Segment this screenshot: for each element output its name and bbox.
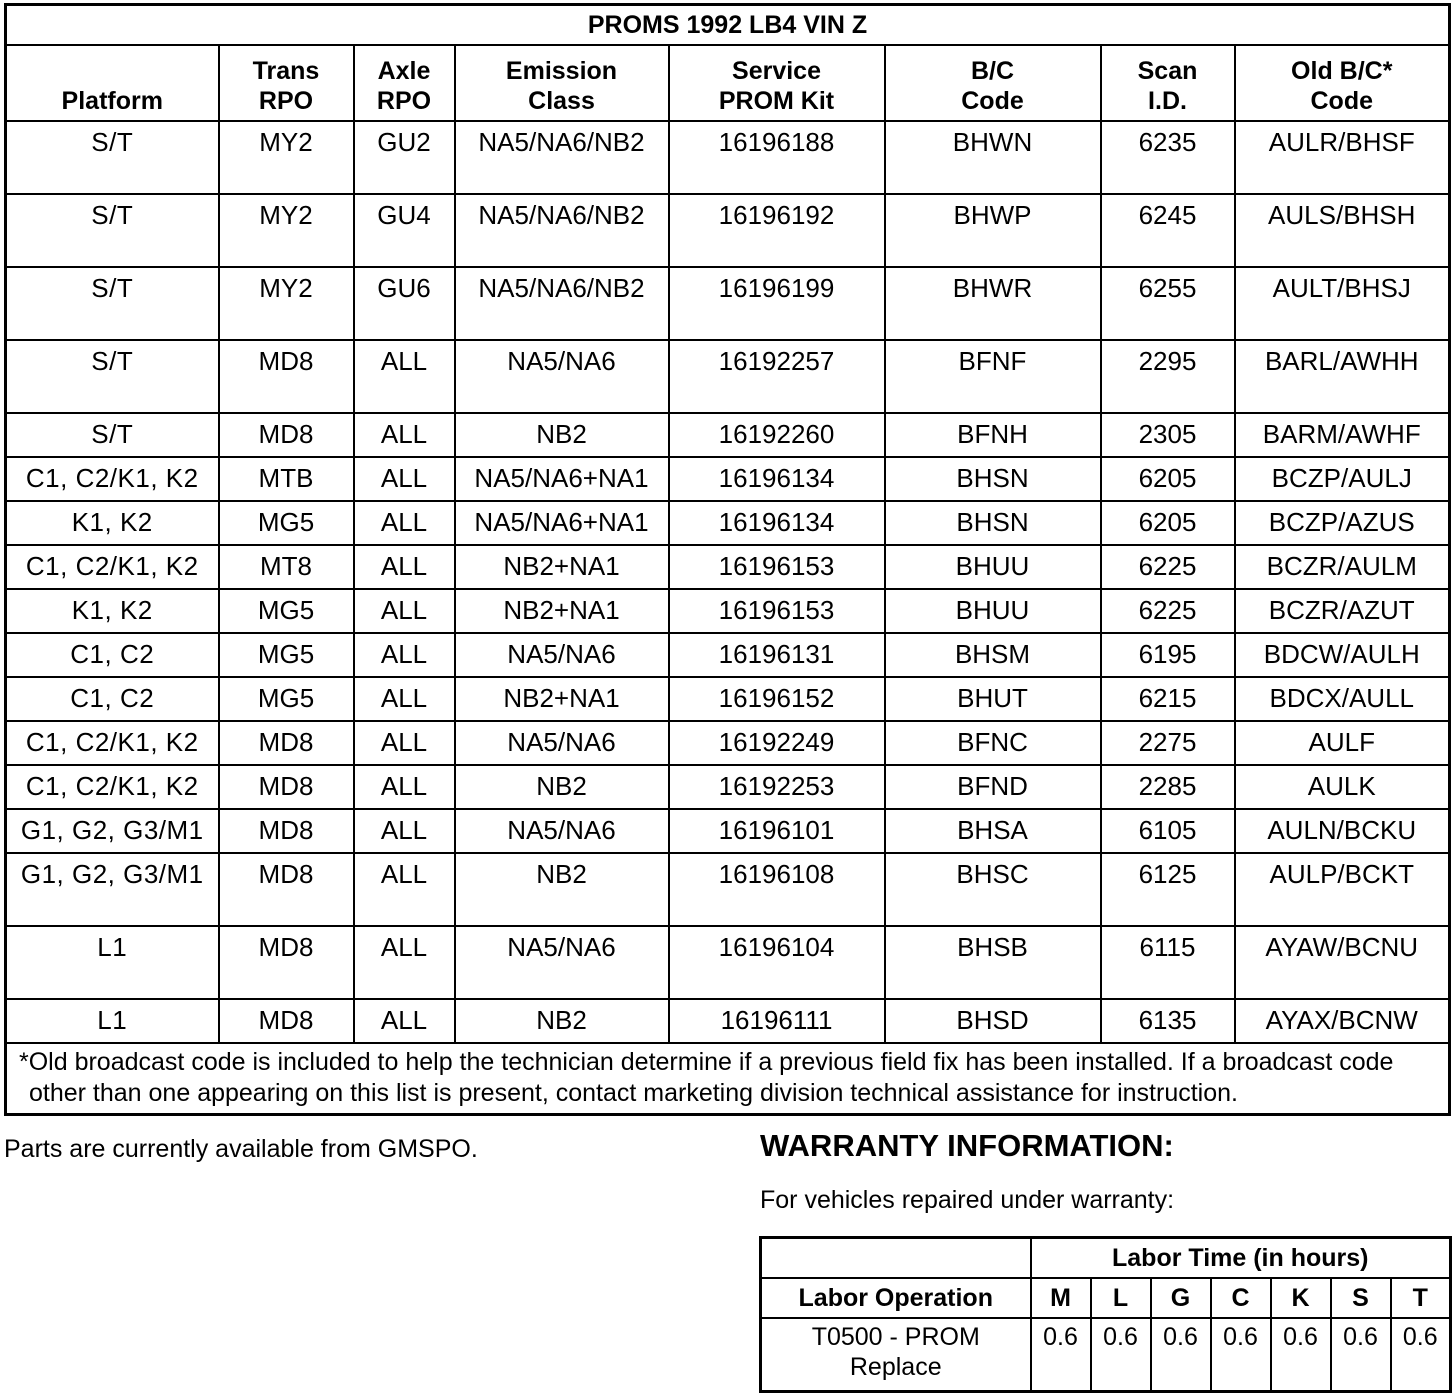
table-cell: BFNC — [885, 721, 1101, 765]
table-cell: 16196153 — [669, 589, 885, 633]
table-cell: S/T — [6, 267, 219, 340]
blank-corner-cell — [761, 1238, 1031, 1279]
table-cell: NB2+NA1 — [455, 677, 669, 721]
table-cell: BARL/AWHH — [1235, 340, 1450, 413]
table-cell: MT8 — [219, 545, 354, 589]
table-cell: 16196192 — [669, 194, 885, 267]
table-cell: MD8 — [219, 926, 354, 999]
table-cell: BHWN — [885, 121, 1101, 194]
table-cell: ALL — [354, 926, 455, 999]
column-header-line2: Code — [1310, 87, 1373, 115]
table-cell: 6235 — [1101, 121, 1235, 194]
labor-column-header: S — [1331, 1278, 1391, 1318]
footnote-text: *Old broadcast code is included to help the technician determine if a previous field fix has been installed. If a broadcast code other than one appearing on this list is present, contact marketing division technical assistance for instruction. — [19, 1048, 1394, 1107]
table-cell: C1, C2/K1, K2 — [6, 545, 219, 589]
table-cell: C1, C2/K1, K2 — [6, 721, 219, 765]
table-cell: MY2 — [219, 194, 354, 267]
column-header — [6, 45, 219, 121]
table-cell: 6245 — [1101, 194, 1235, 267]
column-header-line2: Code — [961, 87, 1024, 115]
column-header — [1235, 45, 1450, 121]
table-cell: S/T — [6, 340, 219, 413]
table-cell: 6115 — [1101, 926, 1235, 999]
table-cell: BFND — [885, 765, 1101, 809]
column-header-line2: Class — [528, 87, 595, 115]
parts-availability-note: Parts are currently available from GMSPO. — [4, 1135, 478, 1163]
table-cell: BHWR — [885, 267, 1101, 340]
table-cell: 16192253 — [669, 765, 885, 809]
table-cell: ALL — [354, 545, 455, 589]
column-header — [669, 45, 885, 121]
table-cell: BFNH — [885, 413, 1101, 457]
table-cell: ALL — [354, 809, 455, 853]
table-cell: BFNF — [885, 340, 1101, 413]
table-cell: 16192257 — [669, 340, 885, 413]
table-cell: K1, K2 — [6, 501, 219, 545]
column-header — [885, 45, 1101, 121]
table-cell: BHSC — [885, 853, 1101, 926]
table-cell: GU6 — [354, 267, 455, 340]
table-cell: 6105 — [1101, 809, 1235, 853]
table-cell: 16196108 — [669, 853, 885, 926]
table-cell: 6215 — [1101, 677, 1235, 721]
labor-column-header: L — [1091, 1278, 1151, 1318]
table-cell: ALL — [354, 340, 455, 413]
table-cell: S/T — [6, 194, 219, 267]
table-cell: NA5/NA6 — [455, 633, 669, 677]
column-header — [1101, 45, 1235, 121]
table-cell: MY2 — [219, 121, 354, 194]
table-cell: MD8 — [219, 853, 354, 926]
table-cell: BCZP/AZUS — [1235, 501, 1450, 545]
labor-time-value: 0.6 — [1391, 1318, 1451, 1392]
table-cell: MD8 — [219, 340, 354, 413]
table-cell: 16196153 — [669, 545, 885, 589]
column-header-line1: Axle — [377, 57, 431, 85]
labor-column-header: C — [1211, 1278, 1271, 1318]
column-header-line2: PROM Kit — [718, 87, 835, 115]
column-header-line2: I.D. — [1148, 87, 1187, 115]
table-row — [6, 999, 1450, 1043]
table-cell: ALL — [354, 999, 455, 1043]
table-cell: 16196134 — [669, 457, 885, 501]
column-header — [219, 45, 354, 121]
labor-time-table — [759, 1236, 1452, 1393]
table-cell: 16192260 — [669, 413, 885, 457]
header-row — [6, 45, 1450, 121]
table-row — [6, 721, 1450, 765]
table-cell: NA5/NA6/NB2 — [455, 121, 669, 194]
table-cell: NB2 — [455, 999, 669, 1043]
table-cell: BHWP — [885, 194, 1101, 267]
labor-operation-line2: Replace — [849, 1353, 942, 1381]
table-body — [6, 121, 1450, 1043]
table-cell: 2285 — [1101, 765, 1235, 809]
table-cell: MG5 — [219, 501, 354, 545]
table-cell: ALL — [354, 501, 455, 545]
table-cell: GU4 — [354, 194, 455, 267]
table-row — [6, 413, 1450, 457]
column-header-line1: Scan — [1137, 57, 1198, 85]
table-row — [6, 809, 1450, 853]
table-cell: 16196101 — [669, 809, 885, 853]
column-header-line2: Platform — [61, 87, 163, 115]
table-cell: MG5 — [219, 589, 354, 633]
warranty-intro: For vehicles repaired under warranty: — [760, 1186, 1175, 1214]
table-cell: G1, G2, G3/M1 — [6, 809, 219, 853]
table-cell: GU2 — [354, 121, 455, 194]
table-cell: BCZR/AULM — [1235, 545, 1450, 589]
table-cell: 6225 — [1101, 589, 1235, 633]
table-cell: AULK — [1235, 765, 1450, 809]
table-cell: C1, C2 — [6, 633, 219, 677]
table-cell: C1, C2/K1, K2 — [6, 457, 219, 501]
table-cell: NB2+NA1 — [455, 589, 669, 633]
table-row — [6, 194, 1450, 267]
table-cell: BDCW/AULH — [1235, 633, 1450, 677]
table-cell: AULS/BHSH — [1235, 194, 1450, 267]
table-cell: 6205 — [1101, 501, 1235, 545]
table-cell: BHSB — [885, 926, 1101, 999]
table-row — [6, 853, 1450, 926]
table-cell: NA5/NA6+NA1 — [455, 501, 669, 545]
table-cell: ALL — [354, 633, 455, 677]
table-cell: MG5 — [219, 633, 354, 677]
table-cell: 16196131 — [669, 633, 885, 677]
labor-operation-line1: T0500 - PROM — [811, 1323, 980, 1351]
table-cell: BDCX/AULL — [1235, 677, 1450, 721]
table-cell: C1, C2/K1, K2 — [6, 765, 219, 809]
labor-time-value: 0.6 — [1331, 1318, 1391, 1392]
table-cell: S/T — [6, 121, 219, 194]
labor-time-value: 0.6 — [1031, 1318, 1091, 1392]
table-cell: NA5/NA6 — [455, 809, 669, 853]
column-header-line1: Service — [732, 57, 821, 85]
table-cell: 16196134 — [669, 501, 885, 545]
table-cell: NA5/NA6 — [455, 926, 669, 999]
labor-column-header: K — [1271, 1278, 1331, 1318]
table-cell: 6135 — [1101, 999, 1235, 1043]
table-cell: 6125 — [1101, 853, 1235, 926]
table-row — [6, 633, 1450, 677]
table-cell: ALL — [354, 413, 455, 457]
table-cell: 16196152 — [669, 677, 885, 721]
table-cell: AYAX/BCNW — [1235, 999, 1450, 1043]
table-row — [6, 340, 1450, 413]
table-cell: AULR/BHSF — [1235, 121, 1450, 194]
table-cell: NB2 — [455, 765, 669, 809]
column-header — [455, 45, 669, 121]
labor-time-value: 0.6 — [1211, 1318, 1271, 1392]
table-cell: BHUT — [885, 677, 1101, 721]
table-cell: BCZP/AULJ — [1235, 457, 1450, 501]
table-cell: S/T — [6, 413, 219, 457]
table-cell: NA5/NA6 — [455, 721, 669, 765]
table-cell: L1 — [6, 999, 219, 1043]
table-row — [6, 267, 1450, 340]
table-cell: L1 — [6, 926, 219, 999]
table-row — [6, 765, 1450, 809]
table-row — [6, 677, 1450, 721]
table-cell: NB2+NA1 — [455, 545, 669, 589]
table-row — [6, 545, 1450, 589]
table-cell: NA5/NA6/NB2 — [455, 194, 669, 267]
labor-operation-header: Labor Operation — [761, 1278, 1031, 1318]
table-cell: 6195 — [1101, 633, 1235, 677]
warranty-heading: WARRANTY INFORMATION: — [760, 1128, 1174, 1163]
table-cell: AULN/BCKU — [1235, 809, 1450, 853]
column-header-line2: RPO — [258, 87, 314, 115]
labor-column-header: T — [1391, 1278, 1451, 1318]
table-cell: 2305 — [1101, 413, 1235, 457]
table-cell: 16196111 — [669, 999, 885, 1043]
table-cell: AULP/BCKT — [1235, 853, 1450, 926]
table-cell: 16196199 — [669, 267, 885, 340]
labor-time-header: Labor Time (in hours) — [1031, 1238, 1451, 1279]
table-row — [6, 501, 1450, 545]
table-cell: 6205 — [1101, 457, 1235, 501]
table-cell: AULF — [1235, 721, 1450, 765]
table-cell: BHSM — [885, 633, 1101, 677]
column-header-line1: Trans — [252, 57, 320, 85]
table-cell: 2295 — [1101, 340, 1235, 413]
labor-time-value: 0.6 — [1151, 1318, 1211, 1392]
table-cell: BARM/AWHF — [1235, 413, 1450, 457]
table-cell: ALL — [354, 721, 455, 765]
table-cell: AULT/BHSJ — [1235, 267, 1450, 340]
table-row — [6, 926, 1450, 999]
table-cell: MTB — [219, 457, 354, 501]
table-cell: BHUU — [885, 589, 1101, 633]
column-header-line2: RPO — [376, 87, 432, 115]
table-cell: MD8 — [219, 809, 354, 853]
table-cell: G1, G2, G3/M1 — [6, 853, 219, 926]
table-cell: MD8 — [219, 765, 354, 809]
table-cell: C1, C2 — [6, 677, 219, 721]
table-cell: NB2 — [455, 413, 669, 457]
table-cell: ALL — [354, 457, 455, 501]
table-row — [6, 589, 1450, 633]
table-cell: 16196188 — [669, 121, 885, 194]
table-cell: NA5/NA6 — [455, 340, 669, 413]
table-cell: NB2 — [455, 853, 669, 926]
table-cell: NA5/NA6/NB2 — [455, 267, 669, 340]
table-cell: 2275 — [1101, 721, 1235, 765]
table-row — [6, 121, 1450, 194]
column-header-line1: Old B/C* — [1291, 57, 1393, 85]
table-cell: BCZR/AZUT — [1235, 589, 1450, 633]
table-cell: MD8 — [219, 413, 354, 457]
table-cell: 16196104 — [669, 926, 885, 999]
column-header-line1: Emission — [505, 57, 618, 85]
labor-column-header: G — [1151, 1278, 1211, 1318]
table-cell: K1, K2 — [6, 589, 219, 633]
table-cell: 6225 — [1101, 545, 1235, 589]
table-cell: ALL — [354, 853, 455, 926]
labor-time-value: 0.6 — [1271, 1318, 1331, 1392]
table-cell: ALL — [354, 589, 455, 633]
table-cell: 6255 — [1101, 267, 1235, 340]
column-header-line1: B/C — [970, 57, 1015, 85]
labor-column-header: M — [1031, 1278, 1091, 1318]
table-title: PROMS 1992 LB4 VIN Z — [6, 5, 1450, 46]
table-row — [6, 457, 1450, 501]
table-cell: AYAW/BCNU — [1235, 926, 1450, 999]
table-cell: MG5 — [219, 677, 354, 721]
labor-time-value: 0.6 — [1091, 1318, 1151, 1392]
table-cell: BHSD — [885, 999, 1101, 1043]
table-cell: BHUU — [885, 545, 1101, 589]
table-cell: ALL — [354, 677, 455, 721]
table-cell: MY2 — [219, 267, 354, 340]
table-cell: BHSA — [885, 809, 1101, 853]
labor-operation-cell — [761, 1318, 1031, 1392]
column-header — [354, 45, 455, 121]
table-cell: BHSN — [885, 501, 1101, 545]
table-cell: MD8 — [219, 999, 354, 1043]
proms-table — [4, 3, 1451, 1116]
footnote — [6, 1043, 1450, 1115]
table-cell: 16192249 — [669, 721, 885, 765]
table-cell: MD8 — [219, 721, 354, 765]
table-cell: NA5/NA6+NA1 — [455, 457, 669, 501]
table-cell: BHSN — [885, 457, 1101, 501]
table-cell: ALL — [354, 765, 455, 809]
